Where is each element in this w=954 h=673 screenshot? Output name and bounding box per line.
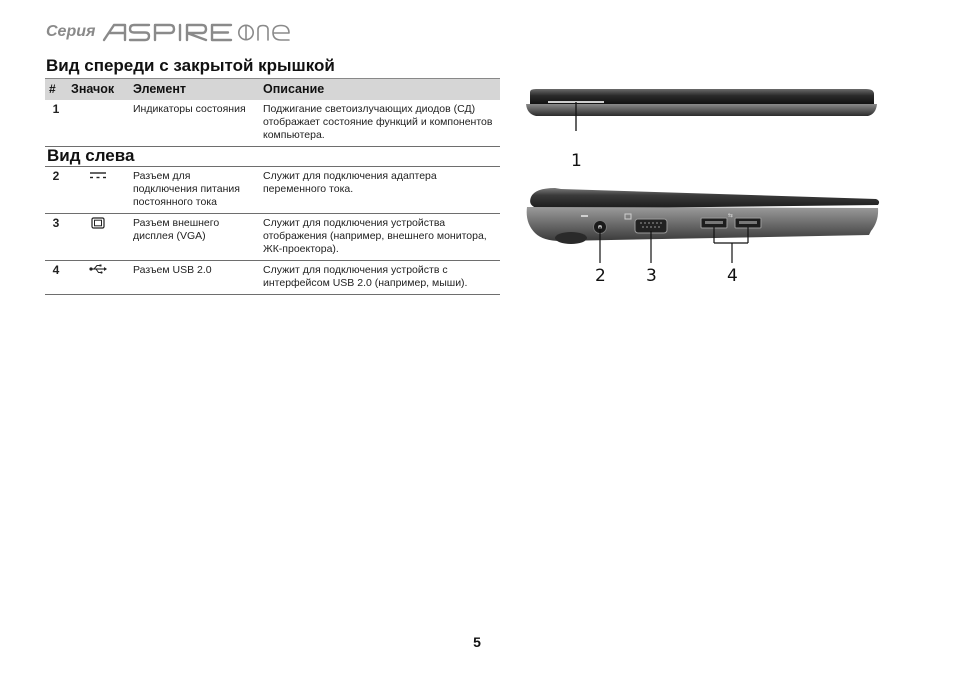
table-header-row bbox=[45, 79, 500, 101]
monitor-icon bbox=[91, 217, 105, 229]
callout-4: 4 bbox=[727, 266, 738, 286]
row-description: Поджигание светоизлучающих диодов (СД) отображает состояние функций и компонентов компьютера. bbox=[259, 100, 500, 147]
row-element: Разъем для подключения питания постоянного тока bbox=[129, 167, 259, 214]
table-row bbox=[45, 261, 500, 295]
callout-1: 1 bbox=[571, 151, 582, 171]
ports-table bbox=[45, 78, 500, 295]
header-icon: Значок bbox=[67, 79, 129, 101]
aspire-one-logo bbox=[101, 21, 297, 43]
header-element: Элемент bbox=[129, 79, 259, 101]
table-row bbox=[45, 214, 500, 261]
row-element: Разъем USB 2.0 bbox=[129, 261, 259, 295]
series-header bbox=[46, 18, 297, 46]
callout-2: 2 bbox=[595, 266, 606, 286]
table-row bbox=[45, 167, 500, 214]
header-num: # bbox=[45, 79, 67, 101]
svg-text:⇆: ⇆ bbox=[728, 212, 734, 219]
callout-3: 3 bbox=[646, 266, 657, 286]
section-title-left-view: Вид слева bbox=[47, 146, 135, 165]
row-num: 1 bbox=[45, 100, 67, 147]
dc-power-icon bbox=[89, 170, 107, 180]
row-num: 4 bbox=[45, 261, 67, 295]
page-number: 5 bbox=[473, 634, 481, 650]
row-description: Служит для подключения адаптера переменного тока. bbox=[259, 167, 500, 214]
row-description: Служит для подключения устройств с интерфейсом USB 2.0 (например, мыши). bbox=[259, 261, 500, 295]
laptop-left-view-figure bbox=[521, 183, 881, 263]
row-num: 2 bbox=[45, 167, 67, 214]
section-row-left-view bbox=[45, 147, 500, 167]
series-word: Серия bbox=[46, 23, 96, 40]
row-icon-empty bbox=[67, 100, 129, 147]
row-num: 3 bbox=[45, 214, 67, 261]
laptop-front-view-figure bbox=[524, 86, 879, 131]
row-element: Индикаторы состояния bbox=[129, 100, 259, 147]
row-description: Служит для подключения устройства отображения (например, внешнего монитора, ЖК-проектора). bbox=[259, 214, 500, 261]
table-row bbox=[45, 100, 500, 147]
header-description: Описание bbox=[259, 79, 500, 101]
usb-icon bbox=[89, 264, 107, 274]
row-element: Разъем внешнего дисплея (VGA) bbox=[129, 214, 259, 261]
section-title-front-view: Вид спереди с закрытой крышкой bbox=[46, 56, 335, 75]
